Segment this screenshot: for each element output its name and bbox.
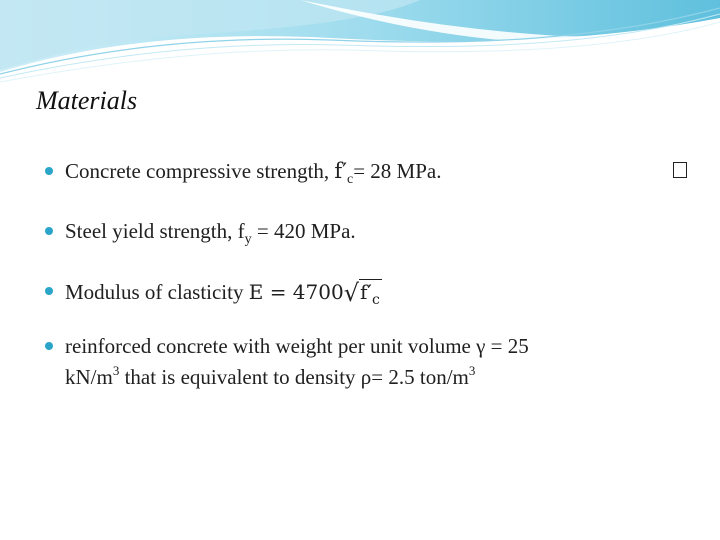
bullet-steel-yield [42, 216, 662, 250]
header-decoration [0, 0, 720, 90]
radicand-subscript: c [371, 292, 380, 308]
square-root [344, 276, 382, 311]
bullet-modulus [42, 276, 662, 311]
unit-kn: kN/m [65, 365, 113, 389]
bullet-concrete-strength [42, 156, 662, 190]
bullet-line-1: reinforced concrete with weight per unit volume γ = 25 [65, 334, 529, 358]
symbol-subscript: c [346, 172, 354, 187]
bullet-value: = 28 MPa. [353, 159, 442, 183]
bullet-list [42, 156, 662, 395]
unit-exponent: 3 [468, 363, 476, 378]
page-title: Materials [36, 86, 138, 115]
bullet-unit-weight [42, 331, 662, 395]
formula-lhs: E = 4700 [248, 280, 344, 304]
bullet-text: Concrete compressive strength, [65, 159, 335, 183]
missing-glyph-icon [673, 162, 687, 178]
radicand-symbol: f′ [360, 280, 372, 304]
bullet-text: Steel yield strength, [65, 219, 238, 243]
bullet-text: Modulus of clasticity [65, 280, 249, 304]
bullet-value: = 420 MPa. [251, 219, 356, 243]
radicand [359, 279, 382, 308]
bullet-line-2: that is equivalent to density ρ= 2.5 ton/m [119, 365, 469, 389]
symbol-subscript: y [244, 232, 252, 247]
unit-exponent: 3 [112, 363, 120, 378]
radical-icon: √ [343, 279, 360, 307]
symbol-fy: f [237, 219, 245, 243]
symbol-fc: f′ [334, 159, 347, 183]
